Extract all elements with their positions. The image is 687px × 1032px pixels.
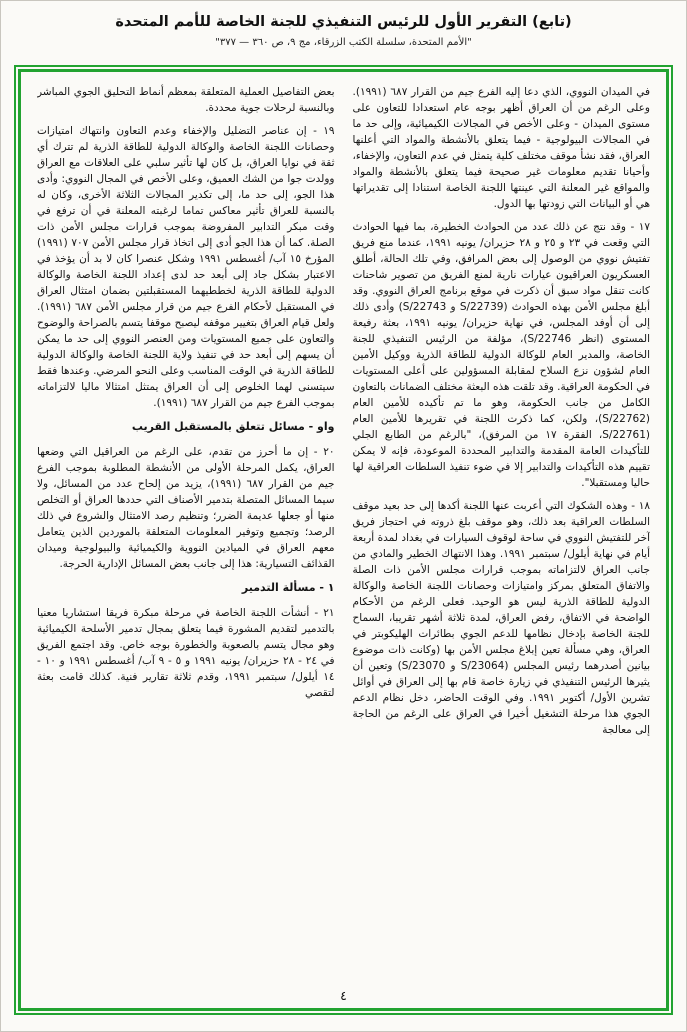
- source-citation: "الأمم المتحدة، سلسلة الكتب الزرقاء، مج ٩، ص ٣٦٠ — ٣٧٧": [215, 37, 472, 48]
- page-title: (تابع) التقرير الأول للرئيس التنفيذي للجنة الخاصة للأمم المتحدة: [115, 14, 572, 30]
- paragraph-18: ١٨ - وهذه الشكوك التي أعربت عنها اللجنة أكدها إلى حد بعيد موقف السلطات العراقية بعد ذلك، وهو موقف بلغ ذروته في احتجاز فريق آخر للتفتيش النووي في ساحة لوقوف السيارات في بغداد لمدة أربعة أيام في نهاية أيلول/ سبتمبر ١٩٩١. وهذا الانتهاك الخطير والمادي من جانب العراق لالتزاماته بموجب قرارات مجلس الأمن ذات الصلة والاتفاق المتعلق بمركز وامتيازات وحصانات اللجنة الخاصة والوكالة الدولية للطاقة الذرية ليس هو الوحيد. فعلى الرغم من الأحكام الواضحة في الاتفاق، رفض العراق، لمدة ثلاثة أشهر تقريبا، السماح للجنة الخاصة بإدخال نظامها للدعم الجوي بطائرات الهليكوبتر في العراق، وهي مسألة تعين إبلاغ مجلس الأمن بها (وكانت ذات موضوع بيانين أصدرهما رئيس المجلس (S/23064 و S/23070) وتعين أن يثيرها الرئيس التنفيذي في زيارة خاصة قام بها إلى العراق في أوائل تشرين الأول/ أكتوبر ١٩٩١. وفي الوقت الحاضر، دخل نظام الدعم الجوي هذا مرحلة التشغيل أخيرا في العراق على الرغم من الحاجة إلى معالجة: [352, 500, 650, 736]
- paragraph-continuation-flights: بعض التفاصيل العملية المتعلقة بمعظم أنماط التحليق الجوي المباشر وبالنسبة لرحلات جوية محددة.: [37, 86, 335, 114]
- section-heading-near-future: واو - مسائل تتعلق بالمستقبل القريب: [131, 420, 335, 433]
- section-heading-destruction: ١ - مسألة التدمير: [241, 581, 335, 594]
- paragraph-17: ١٧ - وقد نتج عن ذلك عدد من الحوادث الخطيرة، بما فيها الحوادث التي وقعت في ٢٣ و ٢٥ و ٢٨ حزيران/ يونيه ١٩٩١، عندما منع فريق تفتيش نووي من الوصول إلى بعض المرافق، وفي تلك الحالة، أطلق العسكريون العراقيون عيارات نارية لمنع الفريق من تصوير شاحنات كانت تنقل مواد سبق أن ذكرت في موقع برنامج العراق النووي. وقد أبلغ مجلس الأمن بهذه الحوادث (S/22739 و S/22743) وأدى ذلك إلى أن أوفد المجلس، في نهاية حزيران/ يونيه ١٩٩١، بعثة رفيعة المستوى (انظر S/22746)، مؤلفة من الرئيس التنفيذي للجنة الخاصة، والمدير العام للوكالة الدولية للطاقة الذرية ووكيل الأمين العام لشؤون نزع السلاح لمقابلة المسؤولين على أعلى المستويات في الحكومة العراقية. وقد تلقت هذه البعثة مختلف الضمانات بالتعاون الكامل من جانب الحكومة، وهو ما تم تأكيده للأمين العام (S/22762)، ولكن، كما ذكرت اللجنة في تقريرها للأمين العام (S/22761، الفقرة ١٧ من المرفق)، "بالرغم من الطابع الجلي للتأكيدات العامة المقدمة والتدابير المحددة الموعودة، فإنه لا يمكن تقييم هذه التأكيدات والتدابير إلا في ضوء تنفيذ السلطات العراقية لها حاليا ومستقبلا".: [352, 221, 650, 489]
- paragraph-20: ٢٠ - إن ما أحرز من تقدم، على الرغم من العراقيل التي وضعها العراق، يكمل المرحلة الأولى من الأنشطة المطلوبة بموجب الفرع جيم من القرار ٦٨٧ (١٩٩١)، يزيد من إلحاح عدد من المسائل، ولا سيما المسائل المتصلة بتدمير الأصناف التي حددها العراق أو التخلص منها أو جعلها عديمة الضرر؛ وتنظيم رصد الامتثال والشروع في ذلك الرصد؛ وتجميع وتوفير المعلومات المتعلقة بالموردين الذين يتعامل معهم العراق في الميادين النووية والكيميائية والبيولوجية وميدان القذائف التسيارية: هذا إلى جانب بعض المسائل الإدارية الحرجة.: [37, 446, 335, 570]
- page-number: ٤: [340, 988, 347, 1003]
- left-column: [37, 84, 335, 985]
- paragraph-21: ٢١ - أنشأت اللجنة الخاصة في مرحلة مبكرة فريقا استشاريا معنيا بالتدمير لتقديم المشورة فيما يتعلق بمجال تدمير الأسلحة الكيميائية وهو مجال يتسم بالصعوبة والخطورة بوجه خاص. وقد اجتمع الفريق في ٢٤ - ٢٨ حزيران/ يونيه ١٩٩١ و ٥ - ٩ آب/ أغسطس ١٩٩١ و ١٠ - ١٤ أيلول/ سبتمبر ١٩٩١، وقدم ثلاثة تقارير فنية. كذلك قامت بعثة لتقصي: [37, 607, 335, 699]
- green-frame-inner: [18, 69, 669, 1011]
- green-frame: [14, 65, 673, 1015]
- right-column: [353, 84, 651, 985]
- paragraph-continuation-nuclear: في الميدان النووي، الذي دعا إليه الفرع جيم من القرار ٦٨٧ (١٩٩١). وعلى الرغم من أن العراق أظهر بوجه عام استعدادا للتعاون على مستوى الميدان - وعلى الأخص في المجالات الكيميائية، وإلى حد ما في المجالات البيولوجية - فيما يتعلق بالأنشطة والمواد التي أعلنها العراق، فقد نشأ موقف مختلف كلية يتمثل في عدم التعاون، والإخفاء، وأحيانا تقديم معلومات غير صحيحة فيما يتعلق بالأنشطة والمواد والمواقع غير المعلنة التي عينتها اللجنة الخاصة استنادا إلى تقديراتها هي أو البيانات التي زودتها بها الدول.: [352, 86, 650, 210]
- two-column-text: [37, 84, 650, 985]
- document-header: [1, 1, 686, 48]
- paragraph-19: ١٩ - إن عناصر التضليل والإخفاء وعدم التعاون وانتهاك امتيازات وحصانات اللجنة الخاصة والوكالة الدولية للطاقة الذرية لم تترك أي ثقة في نوايا العراق، بل كان لها تأثير سلبي على العلاقات مع العراق وولدت جوا من الشك العميق، وعلى الأخص في المجال النووي: وأدى هذا الجو، إلى حد ما، إلى تكدير المجالات الثلاثة الأخرى، وكان له بالنسبة للعراق تأثير معاكس تماما لرغبته المعلنة في أن ترفع في وقت مبكر التدابير المفروضة بموجب قرارات مجلس الأمن ذات الصلة. كما أن هذا الجو أدى إلى اتخاذ قرار مجلس الأمن ٧٠٧ (١٩٩١) المؤرخ ١٥ آب/ أغسطس ١٩٩١ وشكل عنصرا كان لا بد أن يؤخذ في الاعتبار بشكل جاد إلى أبعد حد لدى إعداد اللجنة الخاصة والوكالة الدولية للطاقة الذرية لخططيهما المستقبلتين بضمان امتثال العراق في المستقبل لأحكام الفرع جيم من قرار مجلس الأمن ٦٨٧ (١٩٩١). ولعل قيام العراق بتغيير موقفه ليصبح موقفا يتسم بالصراحة والوضوح والتعاون على جميع المستويات ومن العنصر النووي إلى حد ما يمكن أن يسهم إلى أبعد حد في تنفيذ ولاية اللجنة الخاصة والوكالة الدولية للطاقة الذرية في الوقت المناسب وعلى النحو المرضي. وعندها فقط سيتسنى لهما الخلوص إلى أن العراق يمتثل امتثالا ماليا لالتزاماته بموجب الفرع جيم من القرار ٦٨٧ (١٩٩١).: [37, 125, 335, 409]
